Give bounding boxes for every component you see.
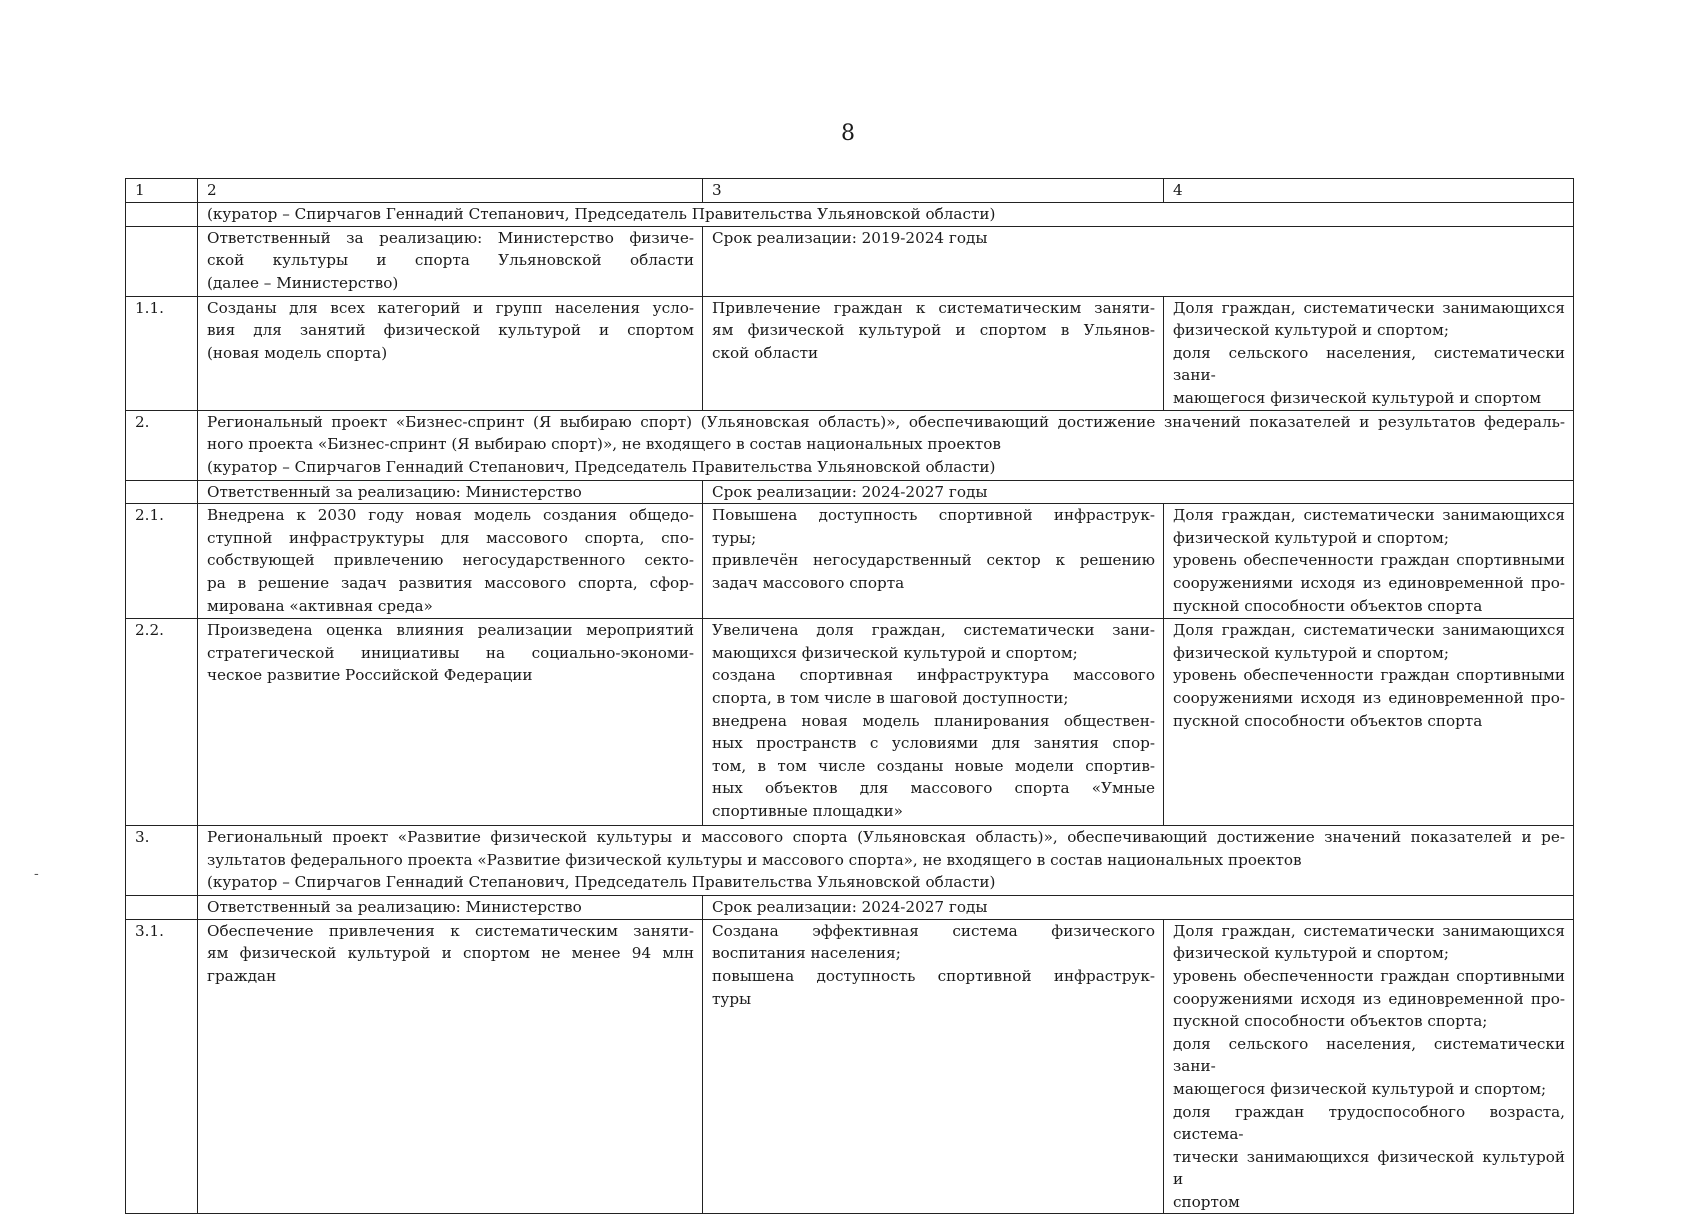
text-line: ного проекта «Бизнес-спринт (Я выбираю спорт)», не входящего в состав национальных проектов (207, 435, 1001, 454)
result-cell (198, 919, 703, 1214)
text-line: доля сельского населения, систематически зани- (1173, 1034, 1565, 1076)
text-line: Доля граждан, систематически занимающихся (1173, 298, 1565, 317)
text-line: мающегося физической культурой и спортом; (1173, 1079, 1547, 1098)
text-line: физической культурой и спортом; (1173, 643, 1449, 662)
text-line: (куратор – Спирчагов Геннадий Степанович, Председатель Правительства Ульяновской области) (207, 457, 996, 476)
header-cell-3: 3 (703, 179, 1164, 203)
curator-row (126, 202, 1574, 226)
text-line: Доля граждан, систематически занимающихся (1173, 506, 1565, 525)
text-line: ных пространств с условиями для занятия спор- (712, 734, 1155, 753)
text-line: ра в решение задач развития массового спорта, сфор- (207, 573, 694, 592)
text-line: собствующей привлечению негосударственного секто- (207, 551, 694, 570)
row-number: 2.2. (126, 619, 198, 826)
row-number: 2. (126, 410, 198, 480)
term-cell: Срок реализации: 2024-2027 годы (703, 896, 1574, 920)
text-line: Региональный проект «Бизнес-спринт (Я выбираю спорт) (Ульяновская область)», обеспечивающий достижение значений показателей и результатов федераль- (207, 412, 1565, 431)
table-row (126, 296, 1574, 410)
text-line: сооружениями исходя из единовременной про- (1173, 573, 1565, 592)
text-line: граждан (207, 966, 277, 985)
text-line: сооружениями исходя из единовременной про- (1173, 989, 1565, 1008)
effect-cell (703, 296, 1164, 410)
table-row (126, 919, 1574, 1214)
row-number: 3.1. (126, 919, 198, 1214)
program-table (125, 178, 1574, 1214)
text-line: пускной способности объектов спорта; (1173, 1012, 1488, 1031)
header-cell-1: 1 (126, 179, 198, 203)
text-line: ям физической культурой и спортом в Ульянов- (712, 321, 1155, 340)
text-line: Региональный проект «Развитие физической культуры и массового спорта (Ульяновская область)», обеспечивающий достижение значений показателей и ре- (207, 828, 1565, 847)
text-line: Обеспечение привлечения к систематическим заняти- (207, 921, 694, 940)
responsible-cell (198, 226, 703, 296)
text-line: Созданы для всех категорий и групп населения усло- (207, 298, 694, 317)
text-line: пускной способности объектов спорта (1173, 711, 1483, 730)
text-line: пускной способности объектов спорта (1173, 596, 1483, 615)
text-line: ской области (712, 343, 819, 362)
text-line: Внедрена к 2030 году новая модель создания общедо- (207, 506, 694, 525)
text-line: мирована «активная среда» (207, 596, 433, 615)
empty-num-cell (126, 896, 198, 920)
text-line: туры; (712, 528, 757, 547)
text-line: (далее – Министерство) (207, 273, 399, 292)
table-row (126, 504, 1574, 619)
empty-num-cell (126, 202, 198, 226)
text-line: Доля граждан, систематически занимающихся (1173, 921, 1565, 940)
term-cell: Срок реализации: 2019-2024 годы (703, 226, 1574, 296)
text-line: вия для занятий физической культурой и спортом (207, 321, 694, 340)
term-cell: Срок реализации: 2024-2027 годы (703, 480, 1574, 504)
text-line: Повышена доступность спортивной инфраструк- (712, 506, 1155, 525)
row-number: 3. (126, 826, 198, 896)
responsible-cell: Ответственный за реализацию: Министерство (198, 480, 703, 504)
text-line: доля сельского населения, систематически зани- (1173, 343, 1565, 385)
text-line: повышена доступность спортивной инфраструк- (712, 966, 1155, 985)
text-line: ческое развитие Российской Федерации (207, 666, 533, 685)
text-line: Привлечение граждан к систематическим заняти- (712, 298, 1155, 317)
curator-cell: (куратор – Спирчагов Геннадий Степанович, Председатель Правительства Ульяновской области) (198, 202, 1574, 226)
text-line: уровень обеспеченности граждан спортивными (1173, 966, 1565, 985)
responsible-row (126, 226, 1574, 296)
text-line: (куратор – Спирчагов Геннадий Степанович, Председатель Правительства Ульяновской области) (207, 873, 996, 892)
indicator-cell (1164, 619, 1574, 826)
text-line: внедрена новая модель планирования обществен- (712, 711, 1155, 730)
stray-mark: - (34, 866, 39, 882)
result-cell (198, 296, 703, 410)
text-line: Доля граждан, систематически занимающихся (1173, 621, 1565, 640)
effect-cell (703, 504, 1164, 619)
text-line: ных объектов для массового спорта «Умные (712, 779, 1155, 798)
text-line: спортом (1173, 1192, 1240, 1211)
row-number: 1.1. (126, 296, 198, 410)
result-cell (198, 504, 703, 619)
effect-cell (703, 919, 1164, 1214)
text-line: (новая модель спорта) (207, 343, 388, 362)
row-number: 2.1. (126, 504, 198, 619)
text-line: физической культурой и спортом; (1173, 528, 1449, 547)
project-cell (198, 826, 1574, 896)
effect-cell (703, 619, 1164, 826)
indicator-cell (1164, 919, 1574, 1214)
text-line: уровень обеспеченности граждан спортивными (1173, 666, 1565, 685)
responsible-row (126, 896, 1574, 920)
text-line: тически занимающихся физической культурой и (1173, 1147, 1565, 1189)
text-line: Увеличена доля граждан, систематически зани- (712, 621, 1155, 640)
header-cell-4: 4 (1164, 179, 1574, 203)
header-row (126, 179, 1574, 203)
text-line: привлечён негосударственный сектор к решению (712, 551, 1155, 570)
text-line: создана спортивная инфраструктура массового (712, 666, 1155, 685)
header-cell-2: 2 (198, 179, 703, 203)
text-line: задач массового спорта (712, 573, 905, 592)
text-line: ступной инфраструктуры для массового спорта, спо- (207, 528, 694, 547)
result-cell (198, 619, 703, 826)
text-line: туры (712, 989, 752, 1008)
indicator-cell (1164, 296, 1574, 410)
indicator-cell (1164, 504, 1574, 619)
text-line: сооружениями исходя из единовременной про- (1173, 688, 1565, 707)
empty-num-cell (126, 226, 198, 296)
text-line: том, в том числе созданы новые модели спортив- (712, 756, 1155, 775)
responsible-row (126, 480, 1574, 504)
text-line: спортивные площадки» (712, 801, 903, 820)
text-line: физической культурой и спортом; (1173, 321, 1449, 340)
project-cell (198, 410, 1574, 480)
text-line: доля граждан трудоспособного возраста, система- (1173, 1102, 1565, 1144)
text-line: уровень обеспеченности граждан спортивными (1173, 551, 1565, 570)
text-line: Произведена оценка влияния реализации мероприятий (207, 621, 694, 640)
project-row (126, 826, 1574, 896)
text-line: Создана эффективная система физического (712, 921, 1155, 940)
text-line: мающихся физической культурой и спортом; (712, 643, 1078, 662)
text-line: ям физической культурой и спортом не менее 94 млн (207, 944, 694, 963)
page-number: 8 (841, 121, 855, 146)
project-row (126, 410, 1574, 480)
text-line: ской культуры и спорта Ульяновской области (207, 251, 694, 270)
text-line: воспитания населения; (712, 944, 901, 963)
responsible-cell: Ответственный за реализацию: Министерство (198, 896, 703, 920)
empty-num-cell (126, 480, 198, 504)
table-row (126, 619, 1574, 826)
text-line: мающегося физической культурой и спортом (1173, 388, 1542, 407)
text-line: спорта, в том числе в шаговой доступности; (712, 688, 1069, 707)
text-line: зультатов федерального проекта «Развитие физической культуры и массового спорта», не входящего в состав национальных проектов (207, 850, 1302, 869)
text-line: Ответственный за реализацию: Министерство физиче- (207, 228, 694, 247)
text-line: физической культурой и спортом; (1173, 944, 1449, 963)
text-line: стратегической инициативы на социально-экономи- (207, 643, 694, 662)
